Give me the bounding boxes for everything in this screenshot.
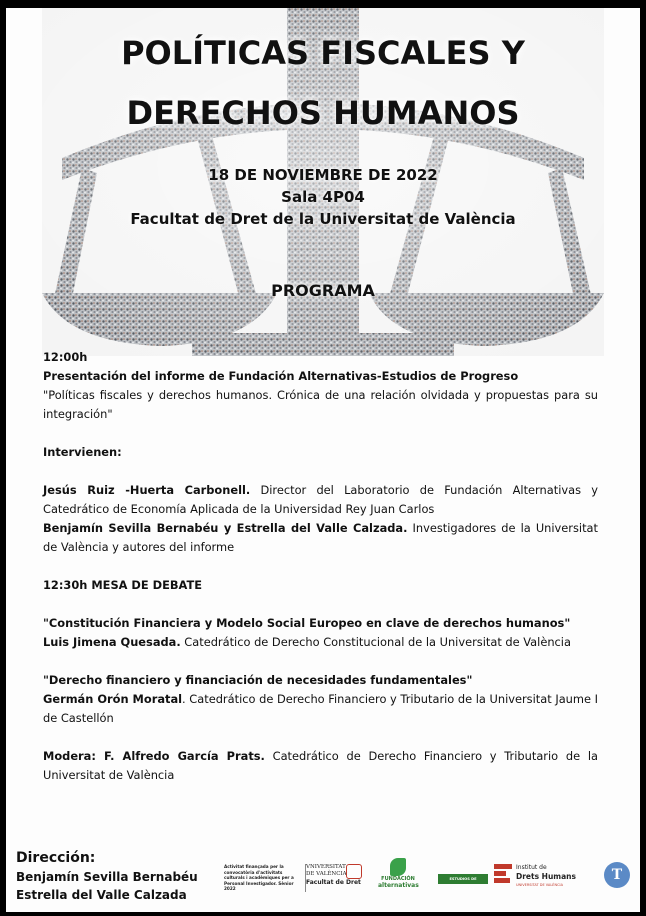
time-1200: 12:00h <box>43 350 88 364</box>
talk-1-name: Luis Jimena Quesada. <box>43 635 181 649</box>
presentation-title: Presentación del informe de Fundación Alternativas-Estudios de Progreso <box>43 369 519 383</box>
fa-leaf-icon <box>390 858 406 876</box>
moderator-name: Modera: F. Alfredo García Prats. <box>43 749 265 763</box>
intervienen-label: Intervienen: <box>43 445 122 459</box>
programa-heading: PROGRAMA <box>271 281 375 300</box>
fa-line-1: FUNDACIÓN <box>381 876 415 882</box>
idh-line-2: Drets Humans <box>516 872 576 881</box>
talk-2-title: "Derecho financiero y financiación de necesidades fundamentales" <box>43 673 473 687</box>
uv-faculty: Facultat de Dret <box>306 879 361 886</box>
talk-1-desc: Catedrático de Derecho Constitucional de la Universitat de València <box>180 635 571 649</box>
title-line-1: POLÍTICAS FISCALES Y <box>121 34 525 72</box>
director-1: Benjamín Sevilla Bernabéu <box>16 870 198 884</box>
talk-2-desc: . Catedrático de Derecho Financiero y Tributario de la Universitat Jaume I de Castellón <box>43 692 598 725</box>
program-body <box>43 348 598 785</box>
speaker-2-name: Benjamín Sevilla Bernabéu y Estrella del Valle Calzada. <box>43 521 408 535</box>
uv-line-2: DE VALÈNCIA <box>306 871 347 877</box>
talk-1-speaker <box>43 633 598 652</box>
speaker-1-desc: Director del Laboratorio de Fundación Alternativas y Catedrático de Economía Aplicada de la Universidad Rey Juan Carlos <box>43 483 598 516</box>
idh-red-mark-icon <box>494 864 512 884</box>
speaker-1 <box>43 481 598 519</box>
moderator-desc: Catedrático de Derecho Financiero y Tributario de la Universitat de València <box>43 749 598 782</box>
event-room: Sala 4P04 <box>281 188 365 206</box>
poster <box>6 8 640 912</box>
event-date: 18 DE NOVIEMBRE DE 2022 <box>208 166 438 184</box>
speaker-2 <box>43 519 598 557</box>
idh-line-1: Institut de <box>516 864 547 871</box>
uv-faculty-logo <box>306 864 376 894</box>
fa-line-2: alternativas <box>378 882 419 889</box>
uv-line-1: VNIVERSITAT <box>306 864 346 870</box>
uv-shield-icon <box>346 864 362 879</box>
title-line-2: DERECHOS HUMANOS <box>126 94 520 132</box>
speaker-2-desc: Investigadores de la Universitat de València y autores del informe <box>43 521 598 554</box>
talk-1-title: "Constitución Financiera y Modelo Social Europeo en clave de derechos humanos" <box>43 616 571 630</box>
report-title: "Políticas fiscales y derechos humanos. Crónica de una relación olvidada y propuestas para su integración" <box>43 388 598 421</box>
funding-note: Activitat finançada per la convocatòria d'activitats culturals i acadèmiques per a Personal Investigador. Sènior 2022 <box>224 864 306 892</box>
director-2: Estrella del Valle Calzada <box>16 888 187 902</box>
direction-label: Dirección: <box>16 850 96 866</box>
moderator <box>43 747 598 785</box>
estudios-de-progreso-logo: ESTUDIOS DE PROGRESO <box>438 874 488 884</box>
event-venue: Facultat de Dret de la Universitat de València <box>130 210 516 228</box>
idh-logo <box>494 860 598 896</box>
idh-line-3: UNIVERSITAT DE VALÈNCIA <box>516 883 563 887</box>
ft-circle-logo: T <box>604 862 630 888</box>
time-1230: 12:30h MESA DE DEBATE <box>43 578 203 592</box>
footer <box>6 844 640 912</box>
talk-2-speaker <box>43 690 598 728</box>
fundacion-alternativas-logo <box>378 858 418 889</box>
talk-2-name: Germán Orón Moratal <box>43 692 183 706</box>
speaker-1-name: Jesús Ruiz -Huerta Carbonell. <box>43 483 251 497</box>
